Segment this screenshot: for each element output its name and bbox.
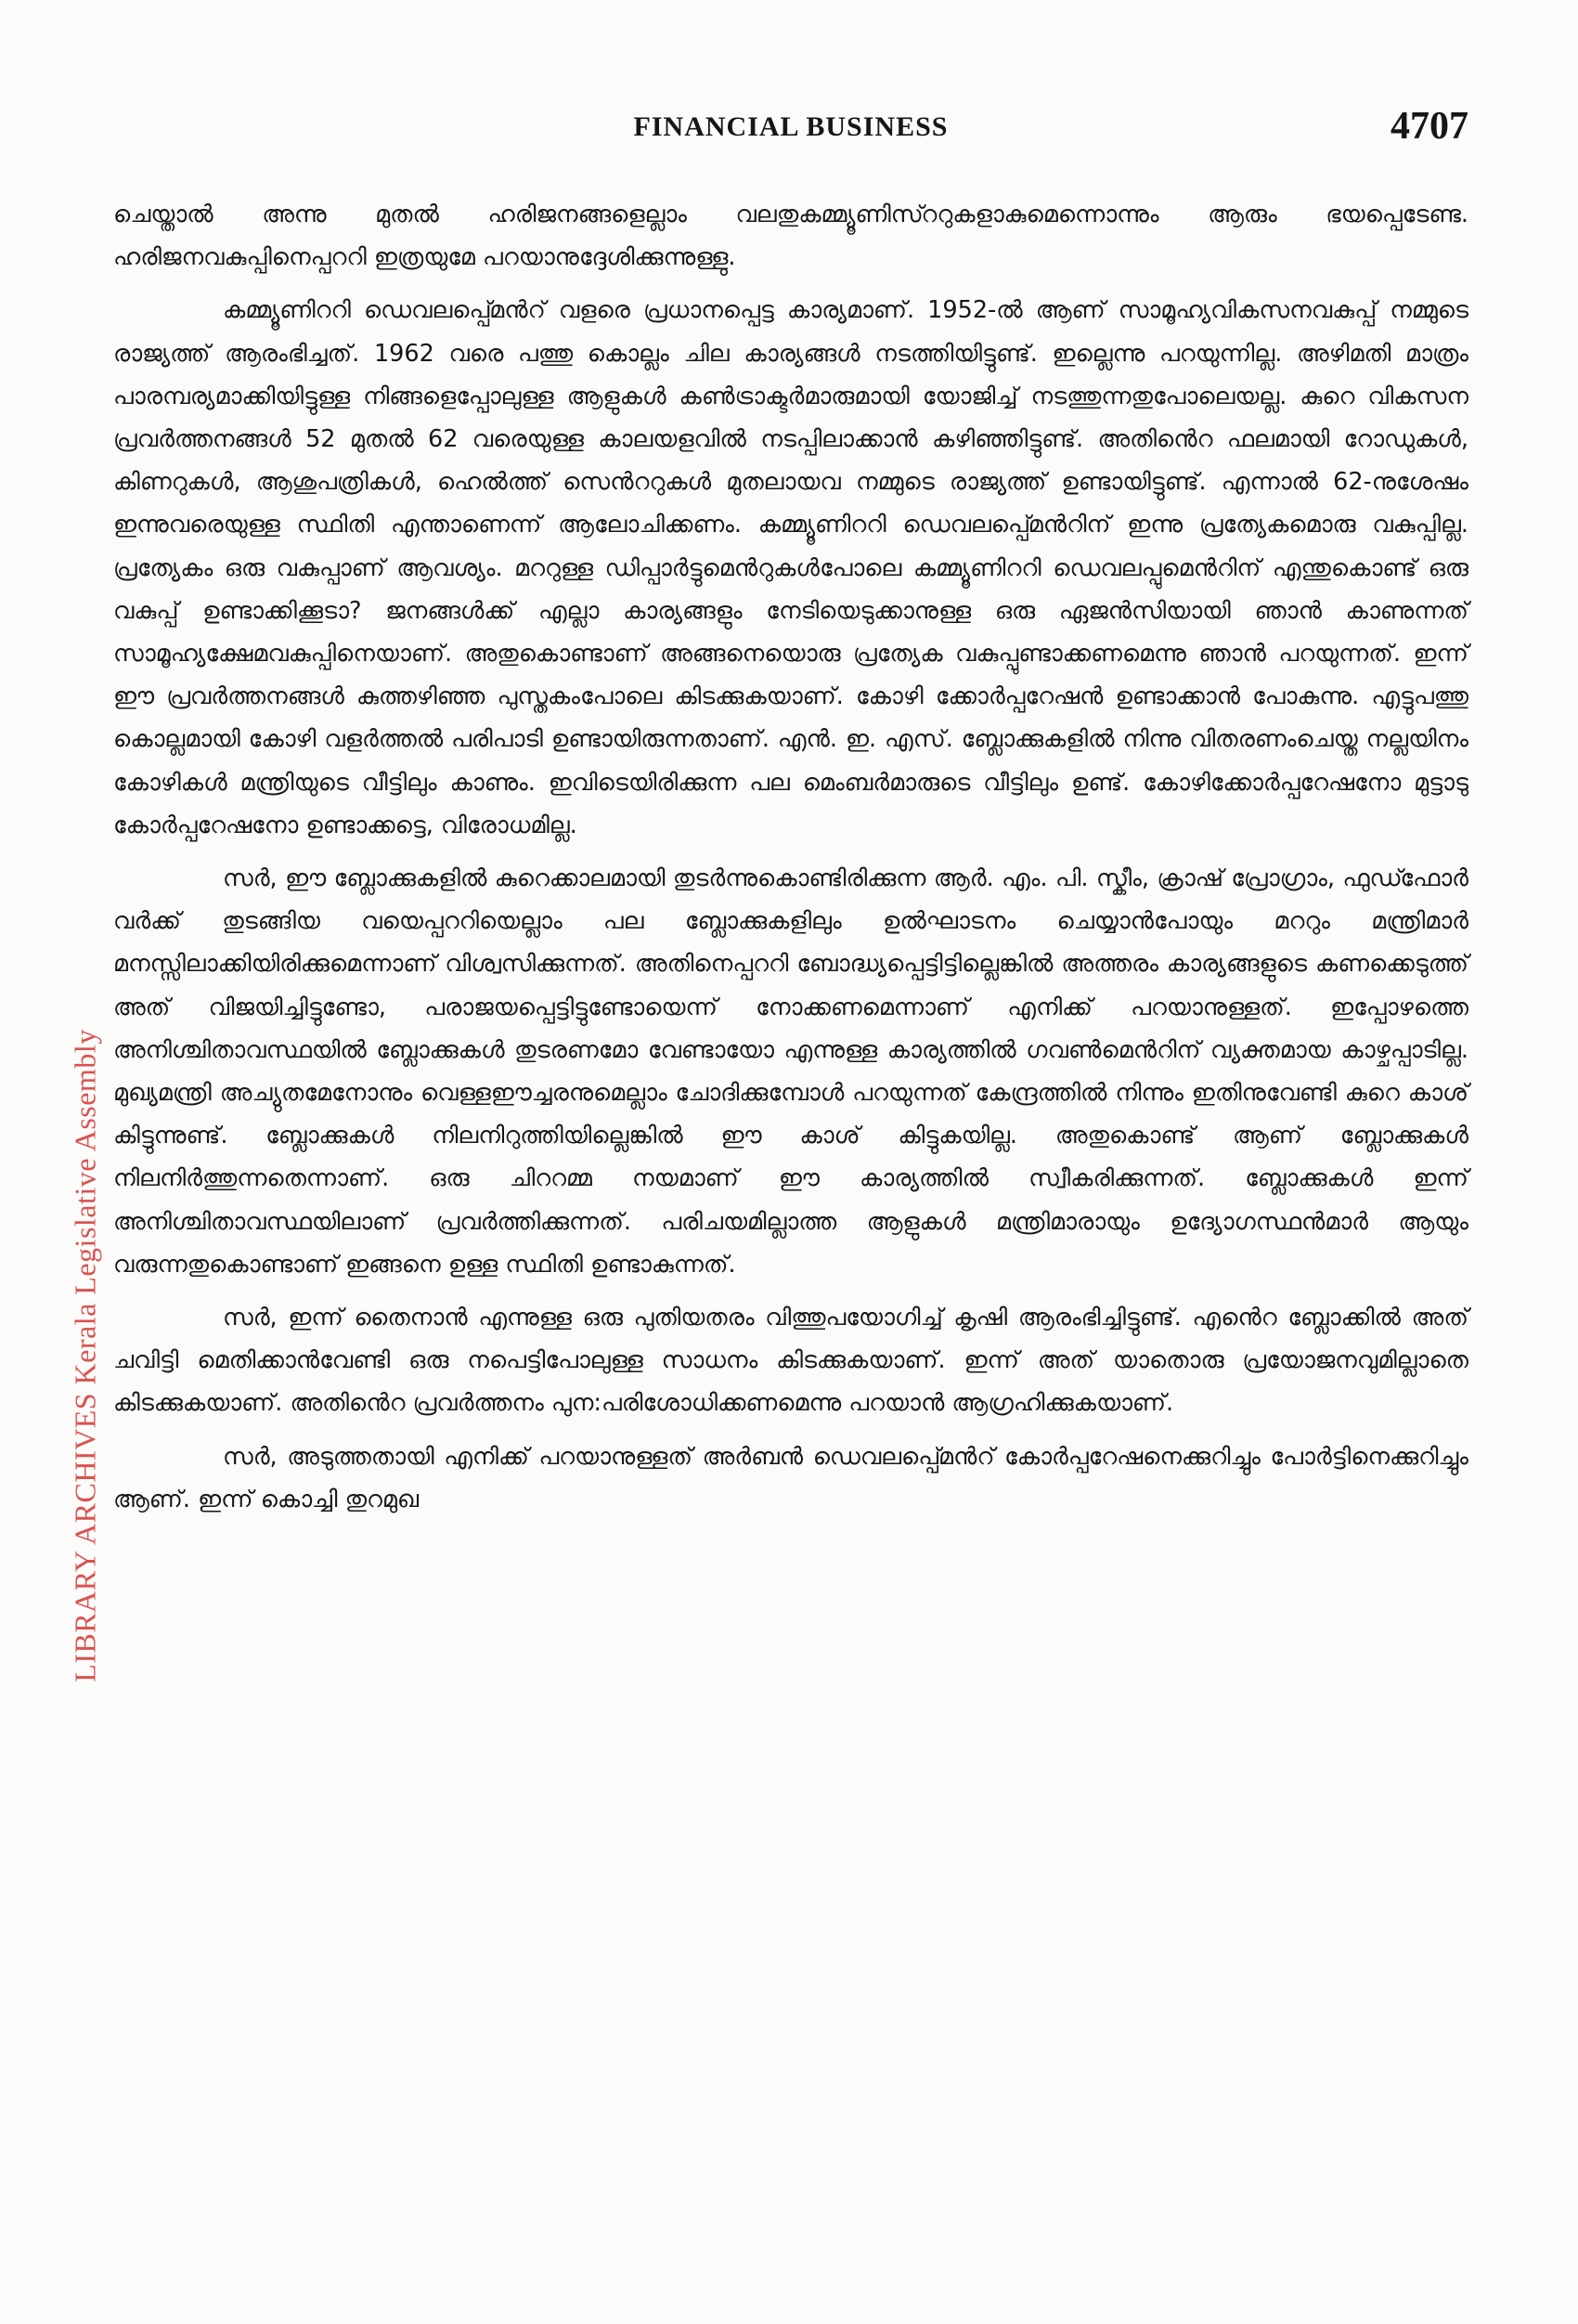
running-title: FINANCIAL BUSINESS bbox=[633, 111, 949, 142]
paragraph-4: സർ, ഇന്ന് തൈനാൻ എന്നുള്ള ഒരു പുതിയതരം വിത്തുപയോഗിച്ച് കൃഷി ആരംഭിച്ചിട്ടുണ്ട്. എൻെറ ബ്ലോക്കിൽ അത് ചവിട്ടി മെതിക്കാൻവേണ്ടി ഒരു നപെട്ടിപോലുള്ള സാധനം കിടക്കുകയാണ്. ഇന്ന് അത് യാതൊരു പ്രയോജനവുമില്ലാതെ കിടക്കുകയാണ്. അതിൻെറ പ്രവർത്തനം പുന:പരിശോധിക്കണമെന്നു പറയാൻ ആഗ്രഹിക്കുകയാണ്. bbox=[113, 1304, 1468, 1418]
page-number: 4707 bbox=[1390, 105, 1468, 148]
page-header bbox=[113, 104, 1468, 160]
paragraph-3: സർ, ഈ ബ്ലോക്കുകളിൽ കുറെക്കാലമായി തുടർന്നുകൊണ്ടിരിക്കുന്ന ആർ. എം. പി. സ്കീം, ക്രാഷ് പ്രോഗ്രാം, ഫുഡ്ഫോർ വർക്ക് തുടങ്ങിയ വയെപ്പററിയെല്ലാം പല ബ്ലോക്കുകളിലും ഉൽഘാടനം ചെയ്യാൻപോയും മററും മന്ത്രിമാർ മനസ്സിലാക്കിയിരിക്കുമെന്നാണ് വിശ്വസിക്കുന്നത്. അതിനെപ്പററി ബോദ്ധ്യപ്പെട്ടിട്ടില്ലെങ്കിൽ അത്തരം കാര്യങ്ങളുടെ കണക്കെടുത്ത് അത് വിജയിച്ചിട്ടുണ്ടോ, പരാജയപ്പെട്ടിട്ടുണ്ടോയെന്ന് നോക്കണമെന്നാണ് എനിക്ക് പറയാനുള്ളത്. ഇപ്പോഴത്തെ അനിശ്ചിതാവസ്ഥയിൽ ബ്ലോക്കുകൾ തുടരണമോ വേണ്ടായോ എന്നുള്ള കാര്യത്തിൽ ഗവൺമെൻറിന് വ്യക്തമായ കാഴ്ചപ്പാടില്ല. മുഖ്യമന്ത്രി അച്യുതമേനോനും വെള്ളഈച്ചരനുമെല്ലാം ചോദിക്കുമ്പോൾ പറയുന്നത് കേന്ദ്രത്തിൽ നിന്നും ഇതിനുവേണ്ടി കുറെ കാശ് കിട്ടുന്നുണ്ട്. ബ്ലോക്കുകൾ നിലനിറുത്തിയില്ലെങ്കിൽ ഈ കാശ് കിട്ടുകയില്ല. അതുകൊണ്ട് ആണ് ബ്ലോക്കുകൾ നിലനിർത്തുന്നതെന്നാണ്. ഒരു ചിററമ്മ നയമാണ് ഈ കാര്യത്തിൽ സ്വീകരിക്കുന്നത്. ബ്ലോക്കുകൾ ഇന്ന് അനിശ്ചിതാവസ്ഥയിലാണ് പ്രവർത്തിക്കുന്നത്. പരിചയമില്ലാത്ത ആളുകൾ മന്ത്രിമാരായും ഉദ്യോഗസ്ഥൻമാർ ആയും വരുന്നതുകൊണ്ടാണ് ഇങ്ങനെ ഉള്ള സ്ഥിതി ഉണ്ടാകുന്നത്. bbox=[113, 864, 1468, 1279]
paragraph-5: സർ, അടുത്തതായി എനിക്ക് പറയാനുള്ളത് അർബൻ ഡെവലപ്പ്മെൻറ് കോർപ്പറേഷനെക്കുറിച്ചും പോർട്ടിനെക്കുറിച്ചും ആണ്. ഇന്ന് കൊച്ചി തുറമുഖ bbox=[113, 1442, 1468, 1513]
body-text bbox=[113, 193, 1468, 1531]
paragraph-2: കമ്മ്യൂണിററി ഡെവലപ്പ്മെൻറ് വളരെ പ്രധാനപ്പെട്ട കാര്യമാണ്. 1952-ൽ ആണ് സാമൂഹ്യവികസനവകുപ്പ് നമ്മുടെ രാജ്യത്ത് ആരംഭിച്ചത്. 1962 വരെ പത്തു കൊല്ലം ചില കാര്യങ്ങൾ നടത്തിയിട്ടുണ്ട്. ഇല്ലെന്നു പറയുന്നില്ല. അഴിമതി മാത്രം പാരമ്പര്യമാക്കിയിട്ടുള്ള നിങ്ങളെപ്പോലുള്ള ആളുകൾ കൺട്രാക്ടർമാരുമായി യോജിച്ച് നടത്തുന്നതുപോലെയല്ല. കുറെ വികസന പ്രവർത്തനങ്ങൾ 52 മുതൽ 62 വരെയുള്ള കാലയളവിൽ നടപ്പിലാക്കാൻ കഴിഞ്ഞിട്ടുണ്ട്. അതിൻെറ ഫലമായി റോഡുകൾ, കിണറുകൾ, ആശുപത്രികൾ, ഹെൽത്ത് സെൻററുകൾ മുതലായവ നമ്മുടെ രാജ്യത്ത് ഉണ്ടായിട്ടുണ്ട്. എന്നാൽ 62-നുശേഷം ഇന്നുവരെയുള്ള സ്ഥിതി എന്താണെന്ന് ആലോചിക്കണം. കമ്മ്യൂണിററി ഡെവലപ്പ്മെൻറിന് ഇന്നു പ്രത്യേകമൊരു വകുപ്പില്ല. പ്രത്യേകം ഒരു വകുപ്പാണ് ആവശ്യം. മററുള്ള ഡിപ്പാർട്ടുമെൻറുകൾപോലെ കമ്മ്യൂണിററി ഡെവലപ്പുമെൻറിന് എന്തുകൊണ്ട് ഒരു വകുപ്പ് ഉണ്ടാക്കിക്കൂടാ? ജനങ്ങൾക്ക് എല്ലാ കാര്യങ്ങളും നേടിയെടുക്കാനുള്ള ഒരു ഏജൻസിയായി ഞാൻ കാണുന്നത് സാമൂഹ്യക്ഷേമവകുപ്പിനെയാണ്. അതുകൊണ്ടാണ് അങ്ങനെയൊരു പ്രത്യേക വകുപ്പുണ്ടാക്കണമെന്നു ഞാൻ പറയുന്നത്. ഇന്ന് ഈ പ്രവർത്തനങ്ങൾ കുത്തഴിഞ്ഞ പുസ്തകംപോലെ കിടക്കുകയാണ്. കോഴി ക്കോർപ്പറേഷൻ ഉണ്ടാക്കാൻ പോകുന്നു. എട്ടുപത്തു കൊല്ലമായി കോഴി വളർത്തൽ പരിപാടി ഉണ്ടായിരുന്നതാണ്. എൻ. ഇ. എസ്. ബ്ലോക്കുകളിൽ നിന്നു വിതരണംചെയ്ത നല്ലയിനം കോഴികൾ മന്ത്രിയുടെ വീട്ടിലും കാണും. ഇവിടെയിരിക്കുന്ന പല മെംബർമാരുടെ വീട്ടിലും ഉണ്ട്. കോഴിക്കോർപ്പറേഷനോ മുട്ടാടു കോർപ്പറേഷനോ ഉണ്ടാക്കട്ടെ, വിരോധമില്ല. bbox=[113, 296, 1468, 839]
archive-watermark: LIBRARY ARCHIVES Kerala Legislative Assembly bbox=[68, 1029, 102, 1682]
paragraph-1: ചെയ്താൽ അന്നു മുതൽ ഹരിജനങ്ങളെല്ലാം വലതുകമ്മ്യൂണിസ്ററുകളാകുമെന്നൊന്നും ആരും ഭയപ്പെടേണ്ട. ഹരിജനവകുപ്പിനെപ്പററി ഇത്രയുമേ പറയാനുദ്ദേശിക്കുന്നുള്ളു. bbox=[113, 201, 1468, 272]
